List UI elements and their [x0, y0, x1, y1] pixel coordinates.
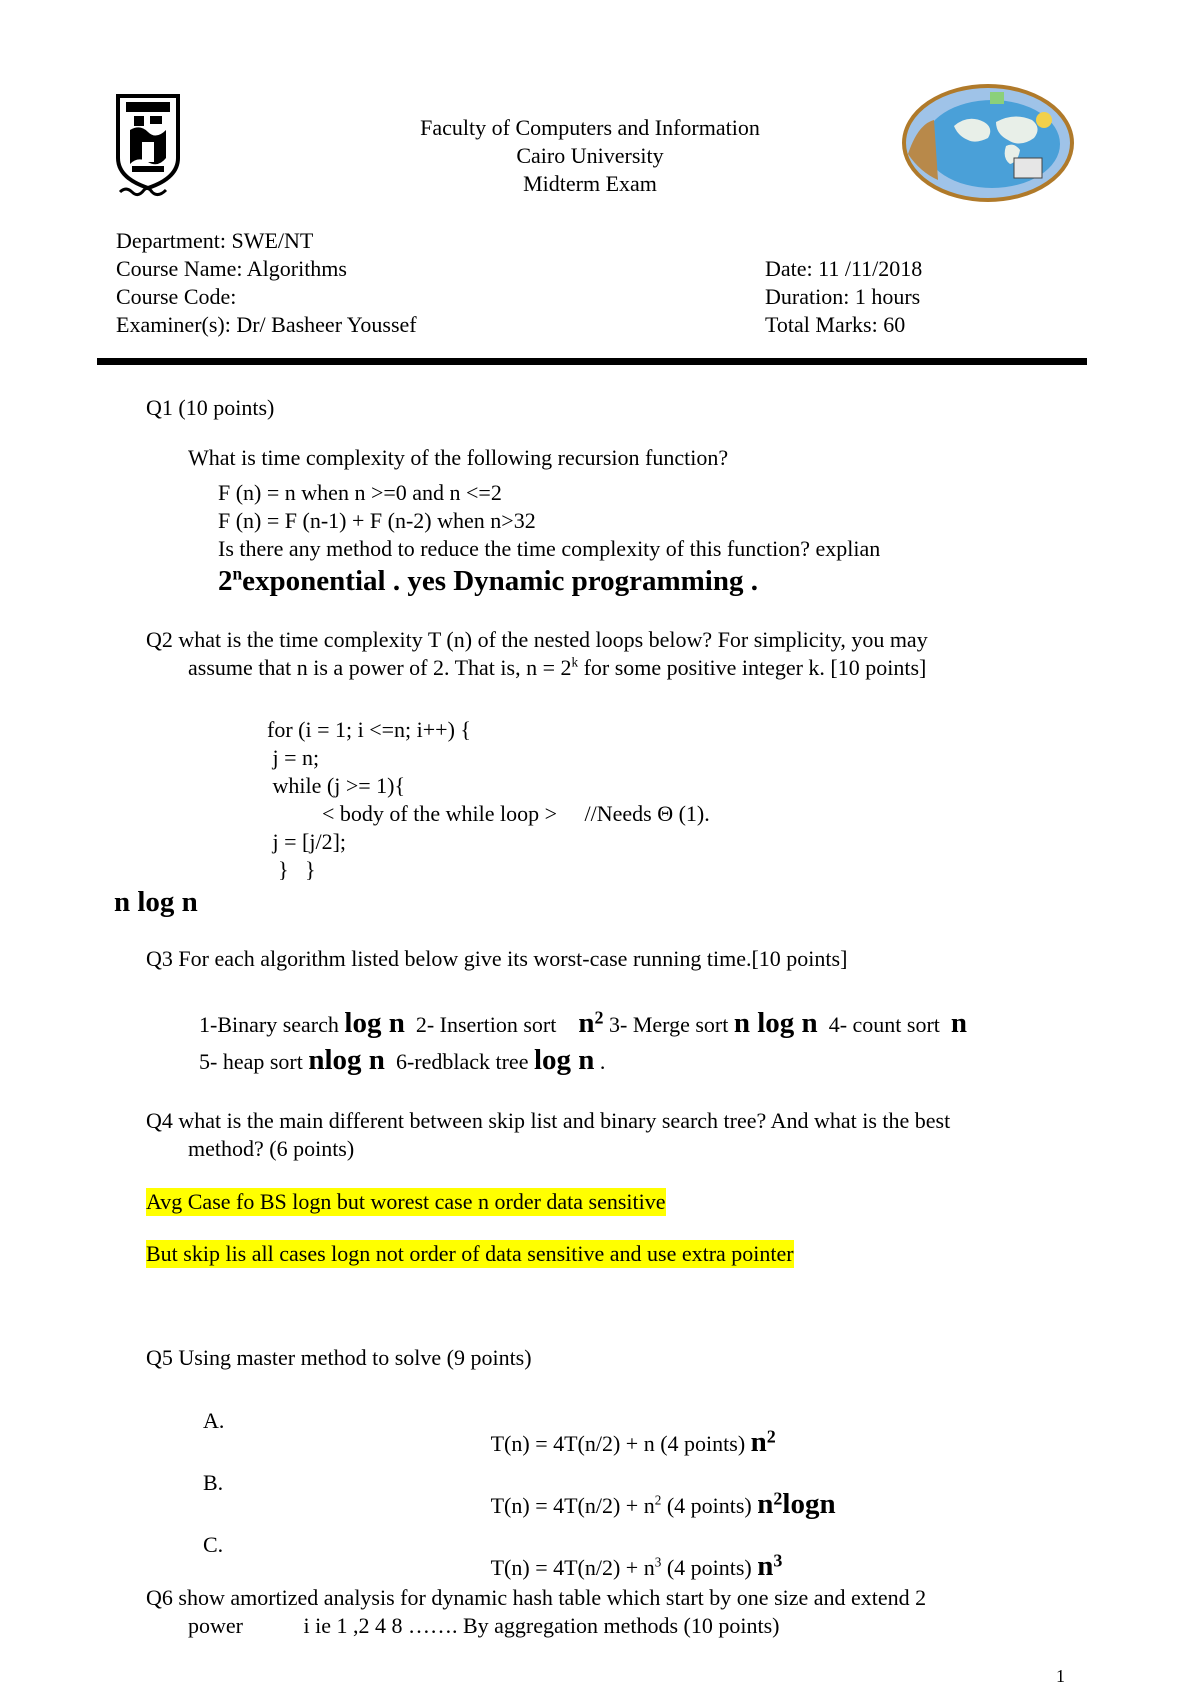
q2-line1: Q2 what is the time complexity T (n) of the nested loops below? For simplicity, you may [146, 627, 928, 652]
q3-answer: n log n [733, 1007, 818, 1039]
q1-answer-rest: exponential . yes Dynamic programming . [242, 565, 758, 597]
q5-expr: T(n) = 4T(n/2) + n [490, 1555, 655, 1580]
exam-duration: Duration: 1 hours [765, 284, 921, 309]
university-name: Cairo University [516, 143, 664, 168]
q2-answer: n log n [114, 886, 198, 918]
q2-line2-sup: k [571, 654, 579, 670]
q5-expr: T(n) = 4T(n/2) + n [490, 1493, 655, 1518]
exam-date: Date: 11 /11/2018 [765, 256, 923, 281]
q5-item-b [480, 1462, 836, 1520]
cairo-university-logo [112, 92, 184, 202]
q5-item-c [480, 1524, 782, 1582]
q4-answer-1: Avg Case fo BS logn but worest case n order data sensitive [146, 1189, 666, 1214]
q2-line2-a: assume that n is a power of 2. That is, n = 2 [188, 655, 572, 680]
q6-line2: power i ie 1 ,2 4 8 ……. By aggregation methods (10 points) [188, 1613, 780, 1638]
q5-title: Q5 Using master method to solve (9 points) [146, 1345, 532, 1370]
q3-answer: nlog n [308, 1044, 385, 1076]
q2-code-line: while (j >= 1){ [267, 773, 406, 798]
q3-answer: log n [344, 1007, 405, 1039]
q1-answer [218, 564, 758, 598]
q5-answer-sup: 2 [766, 1426, 776, 1447]
q5-expr-sup: 2 [654, 1492, 662, 1508]
examiner: Examiner(s): Dr/ Basheer Youssef [116, 312, 417, 337]
q1-line1: F (n) = n when n >=0 and n <=2 [218, 480, 502, 505]
q2-code-line: j = [j/2]; [267, 829, 347, 854]
q5-expr: (4 points) [661, 1493, 758, 1518]
q1-answer-base: 2 [218, 565, 233, 597]
department: Department: SWE/NT [116, 228, 314, 253]
q2-line2 [188, 654, 926, 682]
q3-item: 6-redblack tree [384, 1049, 534, 1074]
q5-answer-sup: 2 [773, 1488, 783, 1509]
q3-item: 3- Merge sort [603, 1012, 734, 1037]
q1-line2: F (n) = F (n-1) + F (n-2) when n>32 [218, 508, 536, 533]
q3-item: 5- heap sort [199, 1049, 309, 1074]
q5-answer: n [757, 1488, 774, 1520]
q5-answer: n [757, 1550, 774, 1582]
q4-line2: method? (6 points) [188, 1136, 355, 1161]
q1-answer-exp: n [232, 563, 243, 584]
q5-label-a: A. [203, 1408, 225, 1433]
q3-answer: n [950, 1007, 968, 1039]
course-code: Course Code: [116, 284, 237, 309]
q2-code-line: for (i = 1; i <=n; i++) { [267, 717, 471, 742]
exam-type: Midterm Exam [523, 171, 657, 196]
q3-item: 2- Insertion sort [404, 1012, 579, 1037]
q2-code-line: < body of the while loop > //Needs Θ (1). [267, 801, 710, 826]
q5-item-a [480, 1400, 776, 1458]
header-divider [97, 358, 1087, 365]
q6-line1: Q6 show amortized analysis for dynamic hash table which start by one size and extend 2 [146, 1585, 927, 1610]
q5-answer-sup: 3 [773, 1550, 783, 1571]
faculty-name: Faculty of Computers and Information [420, 115, 760, 140]
q5-expr: (4 points) [661, 1555, 758, 1580]
faculty-globe-logo [902, 84, 1074, 202]
q3-answer-sup: 2 [594, 1007, 604, 1028]
q1-title: Q1 (10 points) [146, 395, 275, 420]
q4-answer-2: But skip lis all cases logn not order of data sensitive and use extra pointer [146, 1241, 794, 1266]
q1-line3: Is there any method to reduce the time complexity of this function? explian [218, 536, 881, 561]
q3-item: 4- count sort [817, 1012, 951, 1037]
q5-expr-sup: 3 [654, 1554, 662, 1570]
q5-expr: T(n) = 4T(n/2) + n (4 points) [490, 1431, 751, 1456]
q1-question: What is time complexity of the following recursion function? [188, 445, 729, 470]
q5-label-b: B. [203, 1470, 224, 1495]
q3-title: Q3 For each algorithm listed below give its worst-case running time.[10 points] [146, 946, 848, 971]
q3-item: 1-Binary search [199, 1012, 345, 1037]
q2-line2-b: for some positive integer k. [10 points] [578, 655, 927, 680]
q3-answer: n [578, 1007, 595, 1039]
q3-line2 [188, 1018, 605, 1076]
page-number: 1 [1056, 1666, 1065, 1686]
q2-code-line: j = n; [267, 745, 320, 770]
q3-end: . [594, 1049, 606, 1074]
course-name: Course Name: Algorithms [116, 256, 347, 281]
q4-line1: Q4 what is the main different between skip list and binary search tree? And what is the best [146, 1108, 951, 1133]
q5-label-c: C. [203, 1532, 224, 1557]
q5-answer-tail: logn [782, 1488, 836, 1520]
total-marks: Total Marks: 60 [765, 312, 906, 337]
q3-answer: log n [533, 1044, 595, 1076]
q5-answer: n [750, 1426, 767, 1458]
q2-code-line: } } [267, 857, 316, 882]
